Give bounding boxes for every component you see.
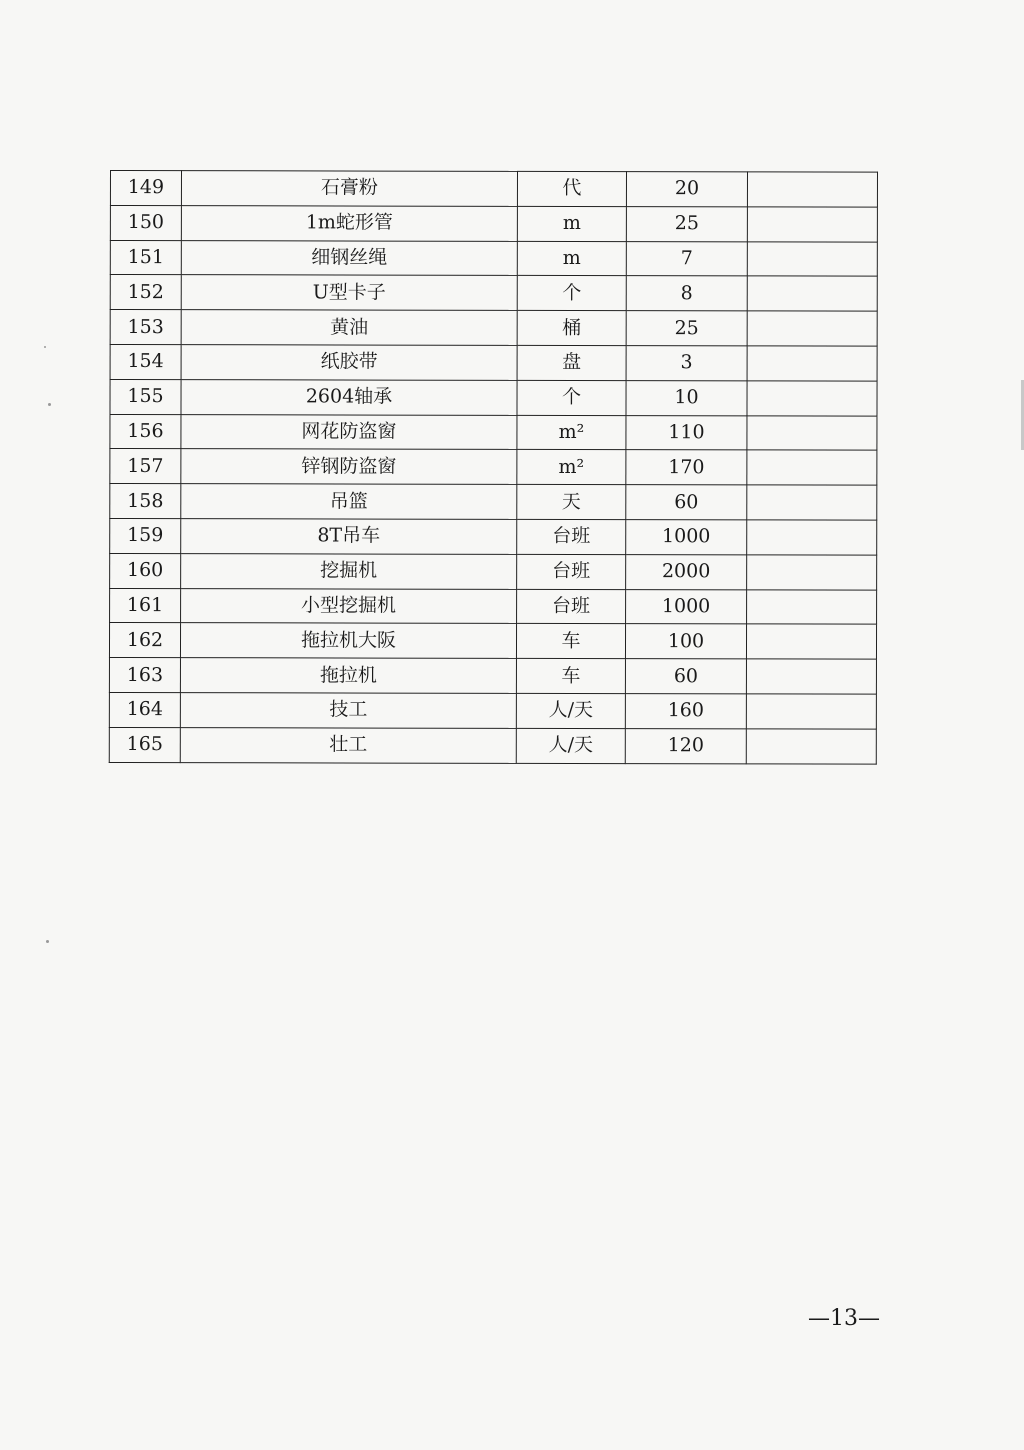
cell-price: 120 (625, 728, 746, 763)
cell-unit: m² (517, 415, 626, 450)
cell-price: 100 (625, 624, 746, 659)
table-row (110, 344, 877, 380)
table-row (109, 727, 876, 763)
table-row (110, 275, 877, 311)
cell-remark (747, 207, 877, 242)
cell-unit: 个 (517, 380, 626, 415)
cell-remark (747, 172, 877, 207)
cell-remark (747, 485, 877, 520)
cell-item-number: 152 (110, 275, 181, 310)
cell-price: 3 (626, 346, 747, 381)
cell-item-name: 2604轴承 (181, 379, 517, 415)
cell-item-number: 159 (110, 518, 181, 553)
cell-remark (746, 729, 876, 764)
table-row (110, 518, 877, 554)
cell-item-number: 160 (110, 553, 181, 588)
cell-price: 60 (626, 485, 747, 520)
table-row (110, 240, 877, 276)
cell-price: 25 (626, 206, 747, 241)
cell-unit: 人/天 (516, 728, 625, 763)
table-row (110, 449, 877, 485)
cell-item-number: 163 (109, 658, 180, 693)
table-row (109, 692, 876, 728)
cell-remark (747, 346, 877, 381)
cell-price: 20 (626, 172, 747, 207)
cell-item-number: 150 (110, 205, 181, 240)
cell-item-number: 154 (110, 344, 181, 379)
cell-unit: 桶 (517, 311, 626, 346)
cell-item-name: 拖拉机 (180, 658, 516, 694)
cell-unit: m (517, 241, 626, 276)
cell-unit: m (517, 206, 626, 241)
cell-unit: 个 (517, 276, 626, 311)
cell-item-name: U型卡子 (181, 275, 517, 311)
cell-unit: 车 (516, 624, 625, 659)
cell-remark (746, 624, 876, 659)
cell-item-name: 细钢丝绳 (181, 240, 517, 276)
cell-price: 1000 (626, 520, 747, 555)
table-row (110, 171, 877, 207)
scan-speck (44, 346, 46, 348)
scan-speck (46, 940, 49, 943)
cell-price: 170 (626, 450, 747, 485)
cell-remark (747, 589, 877, 624)
cell-item-number: 156 (110, 414, 181, 449)
cell-item-name: 技工 (180, 693, 516, 729)
cell-item-number: 162 (109, 623, 180, 658)
cell-item-number: 165 (109, 727, 180, 762)
cell-price: 110 (626, 415, 747, 450)
cell-price: 160 (625, 694, 746, 729)
cell-remark (747, 555, 877, 590)
cell-item-name: 小型挖掘机 (181, 588, 517, 624)
cell-price: 7 (626, 241, 747, 276)
page-number: —13— (808, 1306, 880, 1331)
cell-remark (747, 415, 877, 450)
cell-unit: 盘 (517, 345, 626, 380)
table-row (110, 553, 877, 589)
cell-price: 10 (626, 380, 747, 415)
cell-unit: m² (517, 450, 626, 485)
cell-remark (747, 520, 877, 555)
cell-item-name: 网花防盗窗 (181, 414, 517, 450)
table-row (109, 658, 876, 694)
table-row (110, 205, 877, 241)
cell-price: 60 (625, 659, 746, 694)
cell-price: 25 (626, 311, 747, 346)
cell-unit: 代 (517, 171, 626, 206)
cell-remark (746, 694, 876, 729)
cell-remark (747, 311, 877, 346)
cell-unit: 台班 (517, 519, 626, 554)
cell-unit: 天 (517, 485, 626, 520)
cell-item-name: 纸胶带 (181, 345, 517, 381)
cell-item-number: 161 (110, 588, 181, 623)
cell-item-name: 壮工 (180, 727, 516, 763)
cell-item-name: 吊篮 (181, 484, 517, 520)
cell-item-name: 锌钢防盗窗 (181, 449, 517, 485)
cell-item-name: 1m蛇形管 (181, 205, 517, 241)
cell-unit: 人/天 (516, 693, 625, 728)
cell-remark (747, 450, 877, 485)
cell-item-number: 164 (109, 692, 180, 727)
table-row (110, 310, 877, 346)
table-row (110, 414, 877, 450)
price-table (109, 170, 878, 764)
cell-remark (747, 276, 877, 311)
cell-price: 1000 (626, 589, 747, 624)
cell-item-number: 155 (110, 379, 181, 414)
table-row (110, 588, 877, 624)
table-row (110, 484, 877, 520)
cell-item-name: 挖掘机 (181, 553, 517, 589)
table-row (109, 623, 876, 659)
cell-price: 8 (626, 276, 747, 311)
scan-speck (48, 403, 51, 406)
cell-remark (747, 381, 877, 416)
cell-remark (746, 659, 876, 694)
cell-item-number: 149 (110, 171, 181, 206)
price-table-body (109, 171, 877, 764)
cell-item-number: 151 (110, 240, 181, 275)
cell-item-number: 157 (110, 449, 181, 484)
cell-item-number: 158 (110, 484, 181, 519)
cell-item-number: 153 (110, 310, 181, 345)
cell-unit: 台班 (517, 554, 626, 589)
cell-item-name: 8T吊车 (181, 519, 517, 555)
cell-price: 2000 (626, 554, 747, 589)
table-row (110, 379, 877, 415)
cell-unit: 车 (516, 659, 625, 694)
cell-remark (747, 241, 877, 276)
cell-item-name: 拖拉机大阪 (180, 623, 516, 659)
cell-unit: 台班 (517, 589, 626, 624)
cell-item-name: 石膏粉 (181, 171, 517, 207)
cell-item-name: 黄油 (181, 310, 517, 346)
